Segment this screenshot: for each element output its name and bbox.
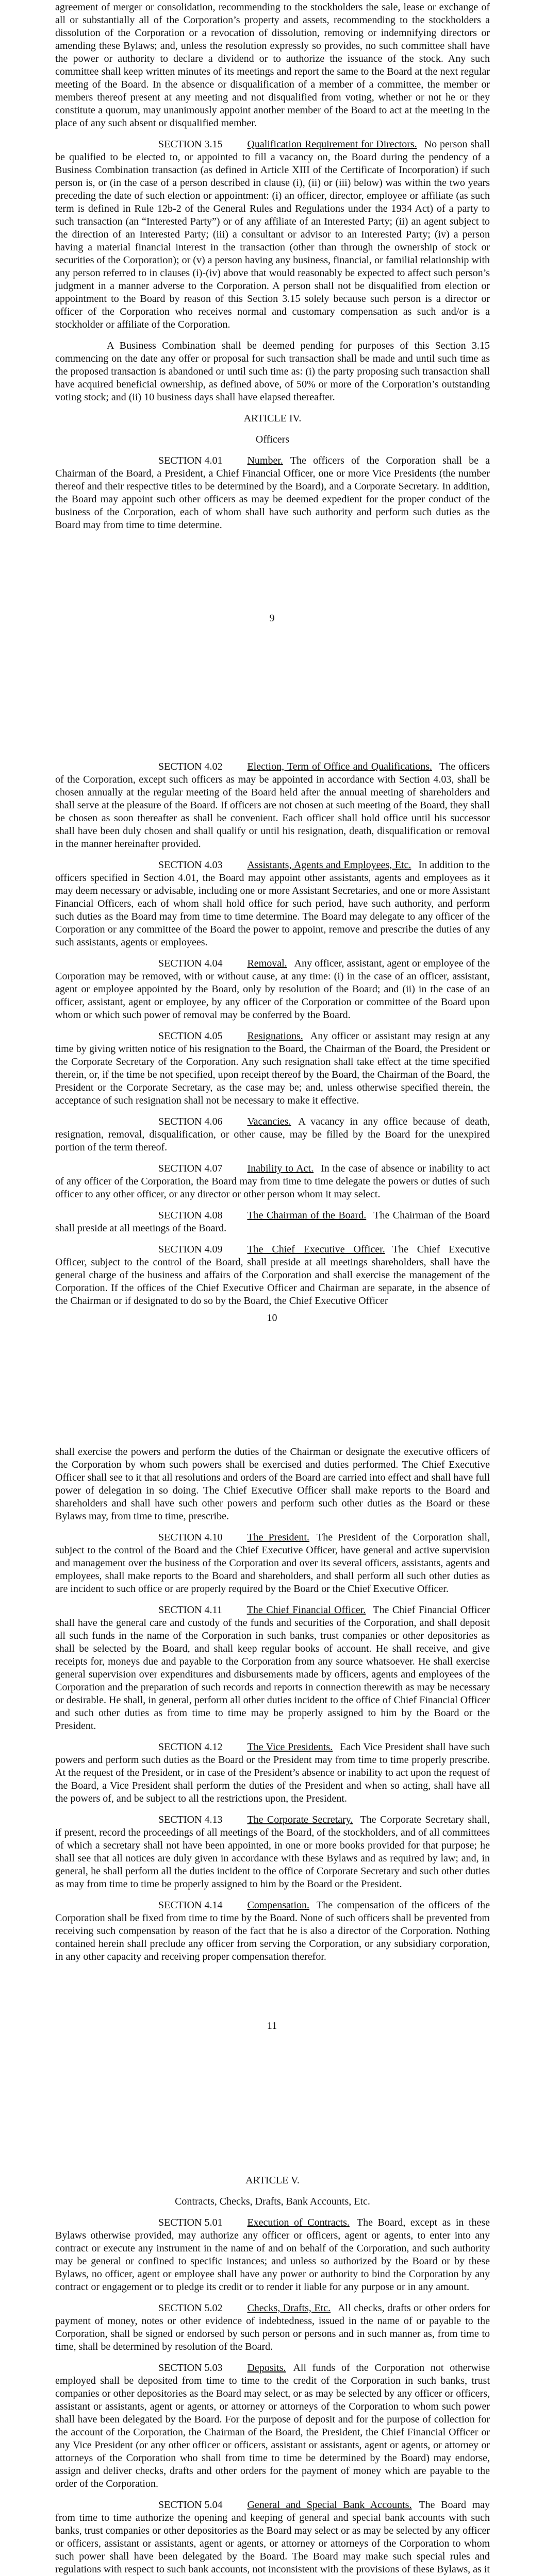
section-paragraph — [55, 1604, 490, 1733]
page-content — [55, 1, 490, 540]
section-number: SECTION 4.14 — [158, 1900, 223, 1911]
section-title: The Chairman of the Board. — [247, 1210, 367, 1221]
article-heading: Officers — [255, 434, 290, 445]
section-text: The President of the Corporation shall, subject to the control of the Board and the Chief Executive Officer, have general and active supervision and management over the business of the Corporation and over its several officers, assistants, agents and employees, shall make reports to the Board and shareholders, and shall perform all such other duties as are incident to such office or are properly required by the Board or the Chief Executive Officer. — [55, 1532, 490, 1595]
section-paragraph — [55, 1814, 490, 1891]
section-text: No person shall be qualified to be elected to, or appointed to fill a vacancy on, the Board during the pendency of a Business Combination transaction (as defined in Article XIII of the Certificate of Incorporation) if such person is, or (in the case of a person described in clause (i), (ii) or (iii) below) was within the two years preceding the date of such election or appointment: (i) an officer, director, employee or affiliate (as such term is defined in Rule 12b-2 of the General Rules and Regulations under the 1934 Act) of a party to such transaction (an “Interested Party”) or of any affiliate of an Interested Party; (ii) an agent subject to the direction of an Interested Party; (iii) a consultant or advisor to an Interested Party; (iv) a person having a material financial interest in the transaction (other than through the ownership of stock or securities of the Corporation); or (v) a person having any business, financial, or familial relationship with any person referred to in clauses (i)-(iv) above that would reasonably be expected to affect such person’s judgment in a manner adverse to the Corporation. A person shall not be disqualified from election or appointment to the Board by reason of this Section 3.15 solely because such person is a director or officer of the Corporation who receives normal and customary compensation as such and/or is a stockholder or affiliate of the Corporation. — [55, 139, 490, 330]
section-number: SECTION 4.01 — [158, 455, 223, 466]
section-text: Each Vice President shall have such powers and perform such duties as the Board or the President may from time to time properly prescribe. At the request of the President, or in case of the President’s absence or inability to act upon the request of the Board, a Vice President shall perform the duties of the President and when so acting, shall have all the powers of, and be subject to all the restrictions upon, the President. — [55, 1741, 490, 1804]
document-page — [0, 2102, 544, 2576]
section-title: Assistants, Agents and Employees, Etc. — [247, 859, 411, 871]
page-content — [55, 760, 490, 1316]
section-text: All checks, drafts or other orders for payment of money, notes or other evidence of indebtedness, issued in the name of or payable to the Corporation, shall be signed or endorsed by such person or persons and in such manner as, from time to time, shall be determined by resolution of the Board. — [55, 2302, 490, 2352]
section-paragraph — [55, 1115, 490, 1154]
section-text: The compensation of the officers of the Corporation shall be fixed from time to time by the Board. None of such officers shall be prevented from receiving such compensation by reason of the fact that he is also a director of the Corporation. Nothing contained herein shall preclude any officer from serving the Corporation, or any subsidiary corporation, in any other capacity and receiving proper compensation therefor. — [55, 1900, 490, 1962]
section-text: Any officer, assistant, agent or employee of the Corporation may be removed, with or without cause, at any time: (i) in the case of an officer, assistant, agent or employee appointed by the Board, only by resolution of the Board; and (ii) in the case of an officer, assistant, agent or employee, by any officer of the Corporation or committee of the Board upon whom or which such power of removal may be conferred by the Board. — [55, 958, 490, 1021]
section-number: SECTION 4.03 — [158, 859, 223, 871]
section-number: SECTION 4.09 — [158, 1244, 223, 1255]
section-number: SECTION 5.04 — [158, 2499, 223, 2511]
article-heading: Contracts, Checks, Drafts, Bank Accounts, Etc. — [175, 2196, 370, 2207]
section-paragraph — [55, 760, 490, 851]
section-paragraph — [55, 1899, 490, 1963]
section-title: Checks, Drafts, Etc. — [247, 2302, 331, 2314]
section-title: Vacancies. — [247, 1116, 291, 1127]
section-paragraph — [55, 138, 490, 331]
section-paragraph — [55, 957, 490, 1022]
section-paragraph — [55, 1243, 490, 1308]
section-text: The Chairman of the Board shall preside at all meetings of the Board. — [55, 1210, 490, 1234]
section-paragraph — [55, 2302, 490, 2353]
page-number: 9 — [269, 613, 275, 624]
section-text: The Board, except as in these Bylaws otherwise provided, may authorize any officer or officers, agent or agents, to enter into any contract or execute any instrument in the name of and on behalf of the Corporation, and such authority may be general or confined to specific instances; and unless so authorized by the Board or by these Bylaws, no officer, agent or employee shall have any power or authority to bind the Corporation by any contract or engagement or to pledge its credit or to render it liable for any purpose or in any amount. — [55, 2217, 490, 2293]
document-page — [0, 701, 544, 1401]
section-paragraph — [55, 1741, 490, 1805]
section-text: The officers of the Corporation, except such officers as may be appointed in accordance with Section 4.03, shall be chosen annually at the regular meeting of the Board held after the annual meeting of shareholders and shall serve at the pleasure of the Board. If officers are not chosen at such meeting of the Board, they shall be chosen as soon thereafter as shall be convenient. Each officer shall hold office until his successor shall have been duly chosen and shall qualify or until his resignation, death, disqualification or removal in the manner hereinafter provided. — [55, 761, 490, 850]
article-heading: ARTICLE IV. — [243, 413, 302, 424]
section-number: SECTION 4.13 — [158, 1814, 223, 1825]
section-title: The Vice Presidents. — [247, 1741, 333, 1753]
section-paragraph — [55, 2362, 490, 2490]
section-number: SECTION 3.15 — [158, 139, 223, 150]
section-number: SECTION 4.07 — [158, 1163, 223, 1174]
section-number: SECTION 4.02 — [158, 761, 223, 772]
document-page — [0, 1401, 544, 2102]
section-paragraph — [55, 454, 490, 532]
section-text: The Chief Financial Officer shall have the general care and custody of the funds and securities of the Corporation, and shall deposit all such funds in the name of the Corporation in such banks, trust companies or other depositories as shall be selected by the Board, and shall keep regular books of account. He shall receive, and give receipts for, moneys due and payable to the Corporation from any source whatsoever. He shall exercise general supervision over expenditures and disbursements made by officers, agents and employees of the Corporation and the preparation of such records and reports in connection therewith as may be necessary or desirable. He shall, in general, perform all other duties incident to the office of Chief Financial Officer and such other duties as from time to time may be properly assigned to him by the Board or the President. — [55, 1604, 490, 1732]
section-number: SECTION 5.01 — [158, 2217, 223, 2228]
section-paragraph — [55, 2499, 490, 2576]
section-text: The Corporate Secretary shall, if present, record the proceedings of all meetings of the Board, of the stockholders, and of all committees of which a secretary shall not have been appointed, in one or more books provided for that purpose; he shall see that all notices are duly given in accordance with these Bylaws and as required by law; and, in general, he shall perform all the duties incident to the office of Corporate Secretary and such other duties as may from time to time be properly assigned to him by the Board or the President. — [55, 1814, 490, 1890]
section-text: All funds of the Corporation not otherwise employed shall be deposited from time to time to the credit of the Corporation in such banks, trust companies or other depositories as the Board may select, or as may be selected by any officer or officers, assistant or assistants, agent or agents, or attorney or attorneys of the Corporation to whom such power shall have been delegated by the Board. For the purpose of deposit and for the purpose of collection for the account of the Corporation, the Chairman of the Board, the President, the Chief Financial Officer or any Vice President (or any other officer or officers, assistant or assistants, agent or agents, or attorney or attorneys of the Corporation who shall from time to time be determined by the Board) may endorse, assign and deliver checks, drafts and other orders for the payment of money which are payable to the order of the Corporation. — [55, 2362, 490, 2489]
section-number: SECTION 4.12 — [158, 1741, 223, 1753]
section-title: Number. — [247, 455, 283, 466]
section-paragraph — [55, 859, 490, 949]
page-number: 11 — [267, 2020, 277, 2031]
section-title: Election, Term of Office and Qualifications. — [247, 761, 433, 772]
document-page — [0, 0, 544, 701]
section-text: The Board may from time to time authorize the opening and keeping of general and special bank accounts with such banks, trust companies or other depositories as the Board may select or as may be selected by any officer or officers, assistant or assistants, agent or agents, or attorney or attorneys of the Corporation to whom such power shall have been delegated by the Board. The Board may make such special rules and regulations with respect to such bank accounts, not inconsistent with the provisions of these Bylaws, as it — [55, 2499, 490, 2575]
section-title: Qualification Requirement for Directors. — [247, 139, 417, 150]
body-paragraph: agreement of merger or consolidation, recommending to the stockholders the sale, lease or exchange of all or substantially all of the Corporation’s property and assets, recommending to the stockholders a dissolution of the Corporation or a revocation of dissolution, removing or indemnifying directors or amending these Bylaws; and, unless the resolution expressly so provides, no such committee shall have the power or authority to declare a dividend or to authorize the issuance of the stock. Any such committee shall keep written minutes of its meetings and report the same to the Board at the next regular meeting of the Board. In the absence or disqualification of a member of a committee, the member or members thereof present at any meeting and not disqualified from voting, whether or not he or they constitute a quorum, may unanimously appoint another member of the Board to act at the meeting in the place of any such absent or disqualified member. — [55, 2, 490, 129]
section-title: Inability to Act. — [247, 1163, 314, 1174]
article-heading: ARTICLE V. — [245, 2175, 300, 2186]
section-number: SECTION 4.08 — [158, 1210, 223, 1221]
section-title: The President. — [247, 1532, 309, 1543]
section-title: The Corporate Secretary. — [247, 1814, 353, 1825]
section-text: A vacancy in any office because of death, resignation, removal, disqualification, or other cause, may be filled by the Board for the unexpired portion of the term thereof. — [55, 1116, 490, 1153]
section-title: Removal. — [247, 958, 287, 969]
section-text: The officers of the Corporation shall be a Chairman of the Board, a President, a Chief Financial Officer, one or more Vice Presidents (the number thereof and their respective titles to be determined by the Board), and a Corporate Secretary. In addition, the Board may appoint such other officers as may be deemed expedient for the proper conduct of the business of the Corporation, each of whom shall have such authority and perform such duties as the Board may from time to time determine. — [55, 455, 490, 531]
section-number: SECTION 5.03 — [158, 2362, 223, 2374]
section-paragraph — [55, 1209, 490, 1235]
section-title: Resignations. — [247, 1030, 303, 1042]
section-paragraph — [55, 1531, 490, 1596]
page-number: 10 — [267, 1312, 277, 1324]
section-number: SECTION 5.02 — [158, 2302, 223, 2314]
section-paragraph — [55, 1030, 490, 1107]
section-title: The Chief Executive Officer. — [247, 1244, 385, 1255]
section-number: SECTION 4.05 — [158, 1030, 223, 1042]
section-paragraph — [55, 2216, 490, 2294]
section-number: SECTION 4.04 — [158, 958, 223, 969]
section-title: Deposits. — [247, 2362, 286, 2374]
page-content — [55, 2167, 490, 2576]
section-text: Any officer or assistant may resign at any time by giving written notice of his resignation to the Board, the Chairman of the Board, the President or the Corporate Secretary of the Corporation. Any such resignation shall take effect at the time specified therein, or, if the time be not specified, upon receipt thereof by the Board, the Chairman of the Board, the President or the Corporate Secretary, as the case may be; and, unless otherwise specified therein, the acceptance of such resignation shall not be necessary to make it effective. — [55, 1030, 490, 1106]
section-title: General and Special Bank Accounts. — [247, 2499, 412, 2511]
section-text: In addition to the officers specified in Section 4.01, the Board may appoint other assistants, agents and employees as it may deem necessary or advisable, including one or more Assistant Secretaries, and one or more Assistant Financial Officers, each of whom shall hold office for such period, have such authority, and perform such duties as the Board may from time to time determine. The Board may delegate to any officer of the Corporation or any committee of the Board the power to appoint, remove and prescribe the duties of any such assistants, agents or employees. — [55, 859, 490, 948]
body-paragraph: A Business Combination shall be deemed pending for purposes of this Section 3.15 commencing on the date any offer or proposal for such transaction shall be made and until such time as the proposed transaction is abandoned or until such time as: (i) the party proposing such transaction shall have acquired beneficial ownership, as defined above, of 50% or more of the Corporation’s outstanding voting stock; and (ii) 10 business days shall have elapsed thereafter. — [55, 340, 490, 403]
section-title: The Chief Financial Officer. — [246, 1604, 366, 1616]
section-number: SECTION 4.10 — [158, 1532, 223, 1543]
section-text: In the case of absence or inability to act of any officer of the Corporation, the Board may from time to time delegate the powers or duties of such officer to any other officer, or any director or other person whom it may select. — [55, 1163, 490, 1200]
body-paragraph: shall exercise the powers and perform the duties of the Chairman or designate the executive officers of the Corporation by whom such powers shall be exercised and duties performed. The Chief Executive Officer shall see to it that all resolutions and orders of the Board are carried into effect and shall have full power of delegation in so doing. The Chief Executive Officer shall make reports to the Board and shareholders and shall have such other powers and perform such other duties as the Board or these Bylaws may, from time to time, prescribe. — [55, 1446, 490, 1522]
section-number: SECTION 4.11 — [158, 1604, 222, 1616]
section-title: Execution of Contracts. — [247, 2217, 350, 2228]
page-content — [55, 1446, 490, 1972]
section-title: Compensation. — [247, 1900, 309, 1911]
section-number: SECTION 4.06 — [158, 1116, 223, 1127]
section-text: The Chief Executive Officer, subject to the control of the Board, shall preside at all meetings shareholders, shall have the general charge of the business and affairs of the Corporation and shall exercise the management of the Corporation. If the offices of the Chief Executive Officer and Chairman are separate, in the absence of the Chairman or if designated to do so by the Board, the Chief Executive Officer — [55, 1244, 490, 1307]
section-paragraph — [55, 1162, 490, 1201]
